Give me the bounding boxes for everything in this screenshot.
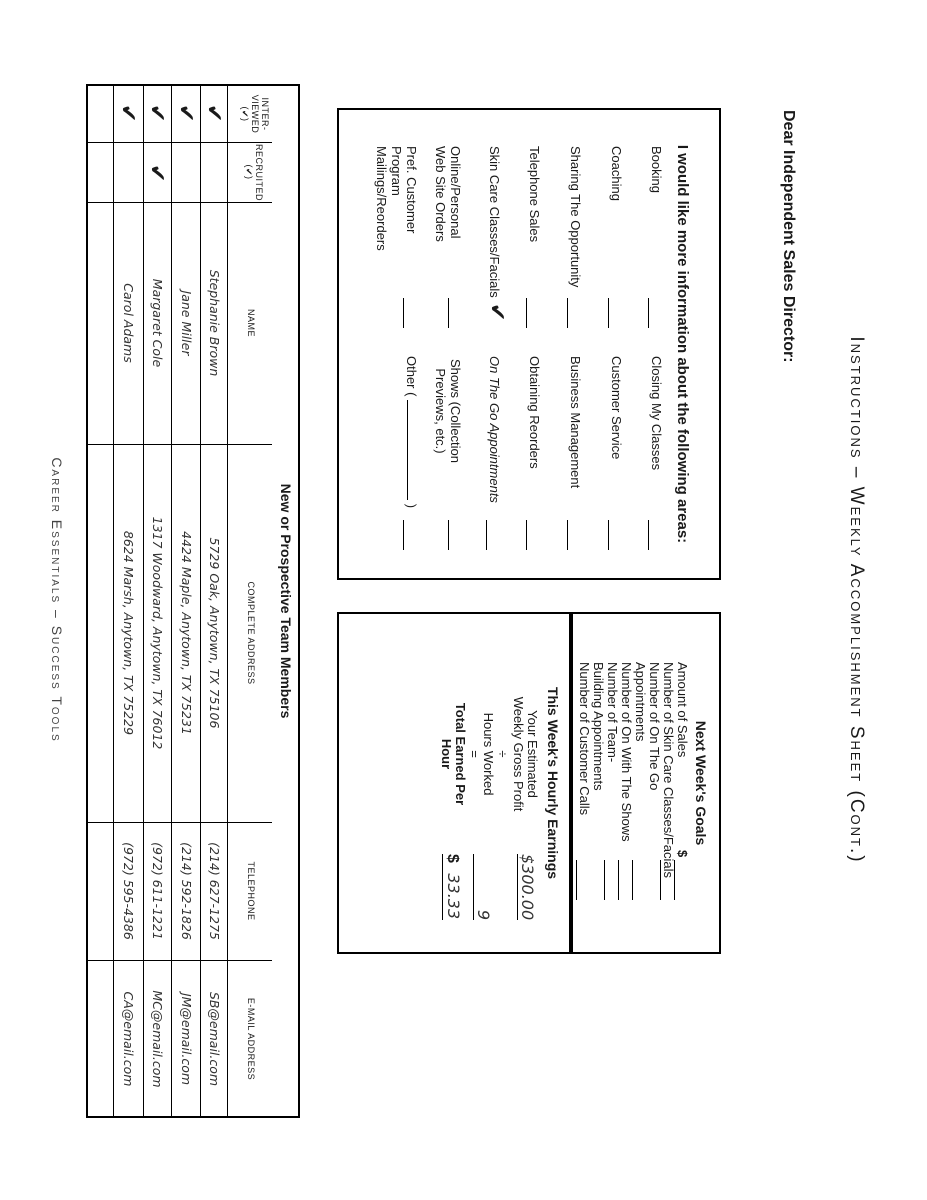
goal-on-with-shows-input[interactable]: [618, 860, 619, 900]
team-members-table: [86, 84, 300, 1118]
earnings-title: This Week's Hourly Earnings: [545, 686, 561, 880]
table-row: [114, 86, 143, 1116]
info-item-closing-label: Closing My Classes: [649, 356, 664, 471]
goal-skin-care-label: Number of Skin Care Classes/Facials: [661, 662, 676, 879]
info-blank-closing[interactable]: [648, 520, 649, 550]
info-item-opportunity-label: Sharing The Opportunity: [568, 146, 583, 288]
info-item-other-label: [404, 356, 419, 508]
total-earned-value: 33.33: [444, 873, 463, 920]
page-header: Instructions – Weekly Accomplishment Sheet (Cont.): [846, 336, 867, 864]
goal-skin-care-input[interactable]: [660, 860, 661, 900]
info-blank-on-the-go[interactable]: [486, 520, 487, 550]
info-heading: I would like more information about the following areas:: [674, 144, 691, 544]
goal-team-building-input[interactable]: [604, 860, 605, 900]
info-item-reorders-label: Obtaining Reorders: [527, 356, 542, 469]
goal-customer-calls-label: Number of Customer Calls: [577, 662, 592, 816]
col-header-name: NAME: [246, 308, 256, 337]
equals-symbol: =: [467, 750, 482, 758]
col-header-telephone: TELEPHONE: [246, 861, 256, 921]
goal-sales-dollar: $: [675, 850, 690, 858]
member-email: JM@email.com: [179, 992, 194, 1086]
interviewed-check[interactable]: ✔: [116, 104, 141, 123]
goal-team-building-label: Number of Team-Building Appointments: [591, 662, 620, 791]
interviewed-check[interactable]: ✔: [174, 104, 199, 123]
team-table-title: New or Prospective Team Members: [278, 483, 294, 719]
member-address: 4424 Maple, Anytown, TX 75231: [179, 531, 194, 735]
row-divider: [227, 86, 228, 1116]
member-telephone: (972) 611-1221: [150, 842, 165, 940]
member-name: Carol Adams: [121, 283, 136, 363]
goal-customer-calls-input[interactable]: [576, 860, 577, 900]
member-email: SB@email.com: [207, 991, 222, 1087]
info-item-coaching-label: Coaching: [609, 146, 624, 201]
info-blank-online[interactable]: [448, 298, 449, 328]
member-email: CA@email.com: [121, 991, 136, 1087]
info-item-booking-label: Booking: [649, 146, 664, 193]
divide-symbol: ÷: [495, 750, 510, 758]
col-header-email: E-MAIL ADDRESS: [246, 997, 256, 1081]
member-name: Stephanie Brown: [207, 269, 222, 377]
member-address: 8624 Marsh, Anytown, TX 75229: [121, 530, 136, 736]
info-blank-shows[interactable]: [448, 520, 449, 550]
info-blank-customer-service[interactable]: [608, 520, 609, 550]
info-blank-business-management[interactable]: [567, 520, 568, 550]
info-item-business-management-label: Business Management: [568, 356, 583, 489]
greeting: Dear Independent Sales Director:: [780, 110, 797, 363]
info-blank-coaching[interactable]: [608, 298, 609, 328]
info-blank-reorders[interactable]: [526, 520, 527, 550]
info-request-box: [337, 108, 721, 580]
next-week-goals-box: [571, 612, 721, 954]
hours-worked-value[interactable]: 9: [473, 854, 493, 920]
goal-on-with-shows-label: Number of On With The Shows: [619, 662, 634, 842]
member-name: Jane Miller: [179, 290, 194, 356]
table-row: [201, 86, 227, 1116]
member-address: 1317 Woodward, Anytown, TX 76012: [150, 516, 165, 750]
info-item-online-label: Online/Personal Web Site Orders: [433, 146, 463, 242]
total-earned-label: Total Earned Per Hour: [439, 702, 468, 806]
table-row: [172, 86, 200, 1116]
total-earned-dollar: $: [444, 854, 461, 863]
goal-sales-input[interactable]: [674, 860, 675, 900]
info-item-telephone-sales-label: Telephone Sales: [527, 146, 542, 243]
col-header-recruited: RECRUITED (✔): [244, 144, 264, 202]
gross-profit-value[interactable]: $300.00: [518, 854, 537, 921]
table-row: [144, 86, 171, 1116]
member-address: 5729 Oak, Anytown, TX 75106: [207, 537, 222, 729]
info-blank-telephone-sales[interactable]: [526, 298, 527, 328]
member-telephone: (972) 595-4386: [121, 842, 136, 940]
table-row: [87, 86, 113, 1116]
info-item-skin-care-label: Skin Care Classes/Facials: [487, 146, 502, 298]
info-blank-booking[interactable]: [648, 298, 649, 328]
total-earned-field[interactable]: [442, 854, 463, 920]
member-email: MC@email.com: [150, 990, 165, 1088]
member-telephone: (214) 592-1826: [179, 842, 194, 940]
col-header-address: COMPLETE ADDRESS: [246, 581, 256, 685]
member-name: Margaret Cole: [150, 278, 165, 368]
gross-profit-label: Your Estimated Weekly Gross Profit: [511, 696, 540, 812]
info-item-pref-customer-label: Pref. Customer Program Mailings/Reorders: [374, 146, 419, 251]
recruited-check[interactable]: ✔: [145, 164, 170, 183]
info-item-other-close: ): [404, 503, 419, 509]
info-item-shows-label: Shows (Collection Previews, etc.): [433, 358, 463, 464]
hours-worked-label: Hours Worked: [481, 712, 496, 796]
info-item-customer-service-label: Customer Service: [609, 356, 624, 460]
member-telephone: (214) 627-1275: [207, 842, 222, 940]
info-blank-opportunity[interactable]: [567, 298, 568, 328]
info-item-other-text: Other (: [404, 356, 419, 397]
col-header-interviewed: INTER-VIEWED (✔): [240, 94, 270, 134]
goal-on-the-go-label: Number of On The Go Appointments: [633, 662, 662, 791]
info-check-skin-care[interactable]: ✔: [485, 303, 510, 322]
goal-sales-label: Amount of Sales: [675, 662, 690, 758]
goal-on-the-go-input[interactable]: [632, 860, 633, 900]
info-item-on-the-go-label: On The Go Appointments: [487, 356, 502, 503]
hourly-earnings-box: [337, 612, 571, 954]
page-footer: Career Essentials – Success Tools: [49, 457, 65, 743]
info-blank-pref-customer[interactable]: [403, 298, 404, 328]
goals-title: Next Week's Goals: [693, 720, 709, 846]
info-other-input[interactable]: [407, 400, 408, 500]
info-blank-other[interactable]: [403, 520, 404, 550]
interviewed-check[interactable]: ✔: [145, 104, 170, 123]
interviewed-check[interactable]: ✔: [202, 104, 227, 123]
